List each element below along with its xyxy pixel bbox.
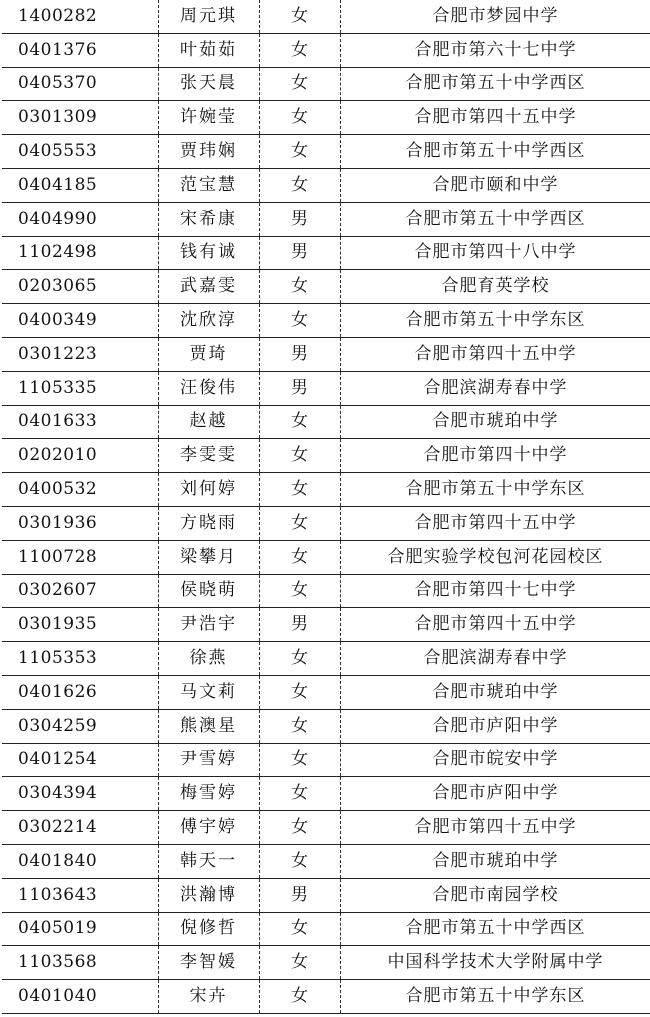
school-cell: 合肥市第五十中学西区: [340, 67, 650, 101]
student-name-cell: 范宝慧: [158, 168, 259, 202]
student-name-cell: 徐燕: [158, 642, 259, 676]
student-name-cell: 尹雪婷: [158, 743, 259, 777]
table-row: [2, 135, 650, 169]
school-cell: 合肥实验学校包河花园校区: [340, 540, 650, 574]
table-row: [2, 608, 650, 642]
table-row: [2, 236, 650, 270]
table-row: [2, 270, 650, 304]
gender-cell: 女: [259, 439, 340, 473]
gender-cell: 女: [259, 0, 340, 33]
gender-cell: 女: [259, 405, 340, 439]
school-cell: 中国科学技术大学附属中学: [340, 946, 650, 980]
school-cell: 合肥市第四十五中学: [340, 506, 650, 540]
student-name-cell: 梁攀月: [158, 540, 259, 574]
student-name-cell: 倪修哲: [158, 912, 259, 946]
student-name-cell: 沈欣淳: [158, 304, 259, 338]
gender-cell: 女: [259, 540, 340, 574]
student-name-cell: 李雯雯: [158, 439, 259, 473]
table-row: [2, 506, 650, 540]
student-name-cell: 钱有诚: [158, 236, 259, 270]
student-id-cell: 1102498: [2, 236, 158, 270]
student-name-cell: 傅宇婷: [158, 811, 259, 845]
gender-cell: 女: [259, 811, 340, 845]
school-cell: 合肥市第四十五中学: [340, 337, 650, 371]
student-id-cell: 0405019: [2, 912, 158, 946]
table-row: [2, 777, 650, 811]
table-row: [2, 844, 650, 878]
student-name-cell: 叶茹茹: [158, 33, 259, 67]
school-cell: 合肥市第四十八中学: [340, 236, 650, 270]
gender-cell: 男: [259, 371, 340, 405]
student-name-cell: 李智媛: [158, 946, 259, 980]
table-row: [2, 811, 650, 845]
gender-cell: 女: [259, 67, 340, 101]
school-cell: 合肥市庐阳中学: [340, 777, 650, 811]
student-name-cell: 熊澳星: [158, 709, 259, 743]
student-id-cell: 1105335: [2, 371, 158, 405]
gender-cell: 女: [259, 304, 340, 338]
student-id-cell: 0301936: [2, 506, 158, 540]
table-row: [2, 304, 650, 338]
student-id-cell: 0202010: [2, 439, 158, 473]
table-row: [2, 980, 650, 1014]
gender-cell: 女: [259, 168, 340, 202]
school-cell: 合肥市第五十中学东区: [340, 304, 650, 338]
gender-cell: 男: [259, 878, 340, 912]
student-id-cell: 0203065: [2, 270, 158, 304]
gender-cell: 男: [259, 608, 340, 642]
student-name-cell: 赵越: [158, 405, 259, 439]
school-cell: 合肥市颐和中学: [340, 168, 650, 202]
table-row: [2, 0, 650, 33]
student-id-cell: 0400532: [2, 473, 158, 507]
student-id-cell: 0301223: [2, 337, 158, 371]
student-id-cell: 1103568: [2, 946, 158, 980]
school-cell: 合肥市梦园中学: [340, 0, 650, 33]
table-row: [2, 574, 650, 608]
school-cell: 合肥滨湖寿春中学: [340, 371, 650, 405]
table-row: [2, 540, 650, 574]
student-id-cell: 0302214: [2, 811, 158, 845]
student-id-cell: 1105353: [2, 642, 158, 676]
gender-cell: 女: [259, 135, 340, 169]
gender-cell: 女: [259, 844, 340, 878]
gender-cell: 女: [259, 574, 340, 608]
table-row: [2, 912, 650, 946]
table-row: [2, 709, 650, 743]
gender-cell: 女: [259, 946, 340, 980]
table-row: [2, 439, 650, 473]
table-row: [2, 473, 650, 507]
student-id-cell: 0401633: [2, 405, 158, 439]
school-cell: 合肥市琥珀中学: [340, 675, 650, 709]
student-name-cell: 周元琪: [158, 0, 259, 33]
student-name-cell: 韩天一: [158, 844, 259, 878]
gender-cell: 女: [259, 743, 340, 777]
table-row: [2, 675, 650, 709]
table-row: [2, 67, 650, 101]
gender-cell: 女: [259, 270, 340, 304]
student-roster-table: [2, 0, 650, 1014]
student-id-cell: 0401254: [2, 743, 158, 777]
table-row: [2, 33, 650, 67]
student-name-cell: 汪俊伟: [158, 371, 259, 405]
student-id-cell: 0304259: [2, 709, 158, 743]
school-cell: 合肥市第六十七中学: [340, 33, 650, 67]
school-cell: 合肥育英学校: [340, 270, 650, 304]
table-row: [2, 371, 650, 405]
gender-cell: 女: [259, 101, 340, 135]
student-id-cell: 0404990: [2, 202, 158, 236]
gender-cell: 女: [259, 709, 340, 743]
student-id-cell: 1400282: [2, 0, 158, 33]
school-cell: 合肥市第五十中学西区: [340, 912, 650, 946]
roster-body: [2, 0, 650, 1013]
gender-cell: 女: [259, 642, 340, 676]
school-cell: 合肥市琥珀中学: [340, 844, 650, 878]
student-id-cell: 0302607: [2, 574, 158, 608]
student-name-cell: 方晓雨: [158, 506, 259, 540]
gender-cell: 男: [259, 337, 340, 371]
student-id-cell: 0405370: [2, 67, 158, 101]
student-name-cell: 张天晨: [158, 67, 259, 101]
table-row: [2, 168, 650, 202]
table-row: [2, 405, 650, 439]
gender-cell: 男: [259, 236, 340, 270]
gender-cell: 男: [259, 202, 340, 236]
table-row: [2, 337, 650, 371]
student-id-cell: 0304394: [2, 777, 158, 811]
table-row: [2, 642, 650, 676]
school-cell: 合肥滨湖寿春中学: [340, 642, 650, 676]
school-cell: 合肥市第五十中学西区: [340, 202, 650, 236]
student-id-cell: 0401040: [2, 980, 158, 1014]
student-id-cell: 0404185: [2, 168, 158, 202]
school-cell: 合肥市第四十五中学: [340, 608, 650, 642]
student-name-cell: 宋卉: [158, 980, 259, 1014]
school-cell: 合肥市第四十五中学: [340, 811, 650, 845]
gender-cell: 女: [259, 777, 340, 811]
student-name-cell: 武嘉雯: [158, 270, 259, 304]
student-name-cell: 马文莉: [158, 675, 259, 709]
school-cell: 合肥市皖安中学: [340, 743, 650, 777]
school-cell: 合肥市第五十中学东区: [340, 980, 650, 1014]
student-id-cell: 0401376: [2, 33, 158, 67]
gender-cell: 女: [259, 912, 340, 946]
student-id-cell: 0400349: [2, 304, 158, 338]
student-name-cell: 洪瀚博: [158, 878, 259, 912]
student-id-cell: 1100728: [2, 540, 158, 574]
student-id-cell: 0301935: [2, 608, 158, 642]
school-cell: 合肥市南园学校: [340, 878, 650, 912]
student-name-cell: 梅雪婷: [158, 777, 259, 811]
student-id-cell: 0401840: [2, 844, 158, 878]
gender-cell: 女: [259, 33, 340, 67]
school-cell: 合肥市第四十中学: [340, 439, 650, 473]
gender-cell: 女: [259, 473, 340, 507]
student-name-cell: 尹浩宇: [158, 608, 259, 642]
student-name-cell: 宋希康: [158, 202, 259, 236]
school-cell: 合肥市第五十中学东区: [340, 473, 650, 507]
table-row: [2, 101, 650, 135]
gender-cell: 女: [259, 980, 340, 1014]
table-row: [2, 878, 650, 912]
student-id-cell: 0405553: [2, 135, 158, 169]
student-id-cell: 1103643: [2, 878, 158, 912]
school-cell: 合肥市第四十五中学: [340, 101, 650, 135]
school-cell: 合肥市第五十中学西区: [340, 135, 650, 169]
table-row: [2, 743, 650, 777]
student-id-cell: 0301309: [2, 101, 158, 135]
school-cell: 合肥市琥珀中学: [340, 405, 650, 439]
student-name-cell: 刘何婷: [158, 473, 259, 507]
gender-cell: 女: [259, 506, 340, 540]
table-row: [2, 202, 650, 236]
gender-cell: 女: [259, 675, 340, 709]
student-name-cell: 贾玮娴: [158, 135, 259, 169]
school-cell: 合肥市庐阳中学: [340, 709, 650, 743]
student-name-cell: 侯晓萌: [158, 574, 259, 608]
student-name-cell: 贾琦: [158, 337, 259, 371]
student-name-cell: 许婉莹: [158, 101, 259, 135]
table-row: [2, 946, 650, 980]
student-id-cell: 0401626: [2, 675, 158, 709]
school-cell: 合肥市第四十七中学: [340, 574, 650, 608]
